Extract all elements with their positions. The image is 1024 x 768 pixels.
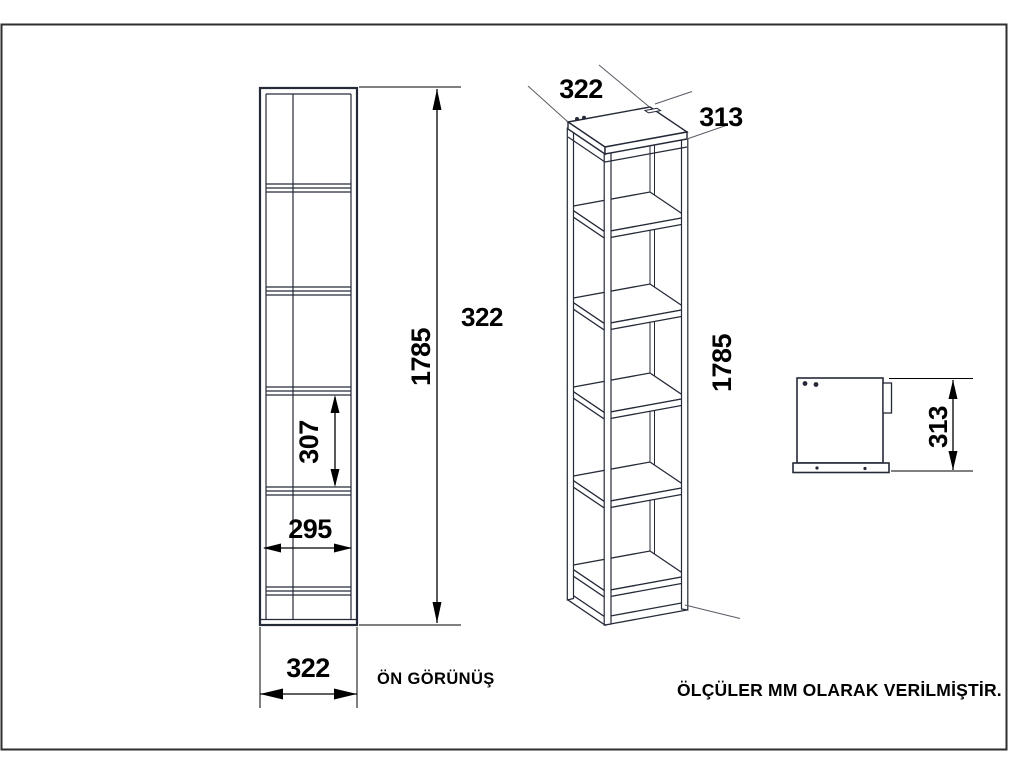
top-view-body	[797, 378, 883, 463]
perspective-view	[528, 65, 743, 625]
hole-dot	[814, 382, 819, 387]
iso-width-label: 322	[559, 74, 603, 104]
front-dim-width	[260, 627, 357, 708]
arrow-down-icon	[433, 602, 442, 623]
arrow-right-icon	[334, 689, 357, 700]
front-view-caption: ÖN GÖRÜNÜŞ	[377, 670, 495, 688]
front-height-label: 1785	[406, 327, 436, 387]
iso-shelves	[568, 192, 687, 598]
top-view-depth-label: 313	[923, 406, 953, 448]
front-outer-frame	[260, 88, 357, 625]
front-inner-width-label: 295	[288, 514, 332, 544]
front-view	[260, 87, 503, 708]
front-compartment-height-label: 307	[294, 420, 324, 464]
iso-bottom-rails	[568, 592, 687, 625]
screw-hole-dot	[582, 116, 586, 120]
iso-depth-label: 313	[699, 102, 743, 132]
front-overall-width-note-label: 322	[461, 302, 503, 332]
hole-dot	[863, 467, 866, 470]
front-width-label: 322	[286, 653, 330, 683]
screw-hole-dot	[575, 117, 579, 121]
arrow-left-icon	[260, 689, 283, 700]
iso-back-post	[650, 112, 655, 585]
top-view-front-strip	[793, 463, 889, 473]
iso-height-label: 1785	[707, 333, 737, 393]
top-view-side-tab	[883, 383, 892, 413]
top-view	[793, 378, 973, 473]
arrow-up-icon	[433, 89, 442, 110]
hole-dot	[803, 381, 808, 386]
front-dim-height	[359, 87, 503, 625]
hole-dot	[815, 466, 818, 469]
top-view-dim-depth	[889, 379, 973, 472]
units-note: ÖLÇÜLER MM OLARAK VERİLMİŞTİR.	[677, 680, 1002, 700]
iso-top-slab	[568, 107, 687, 154]
arrow-down-icon	[949, 451, 958, 470]
arrow-up-icon	[949, 380, 958, 399]
